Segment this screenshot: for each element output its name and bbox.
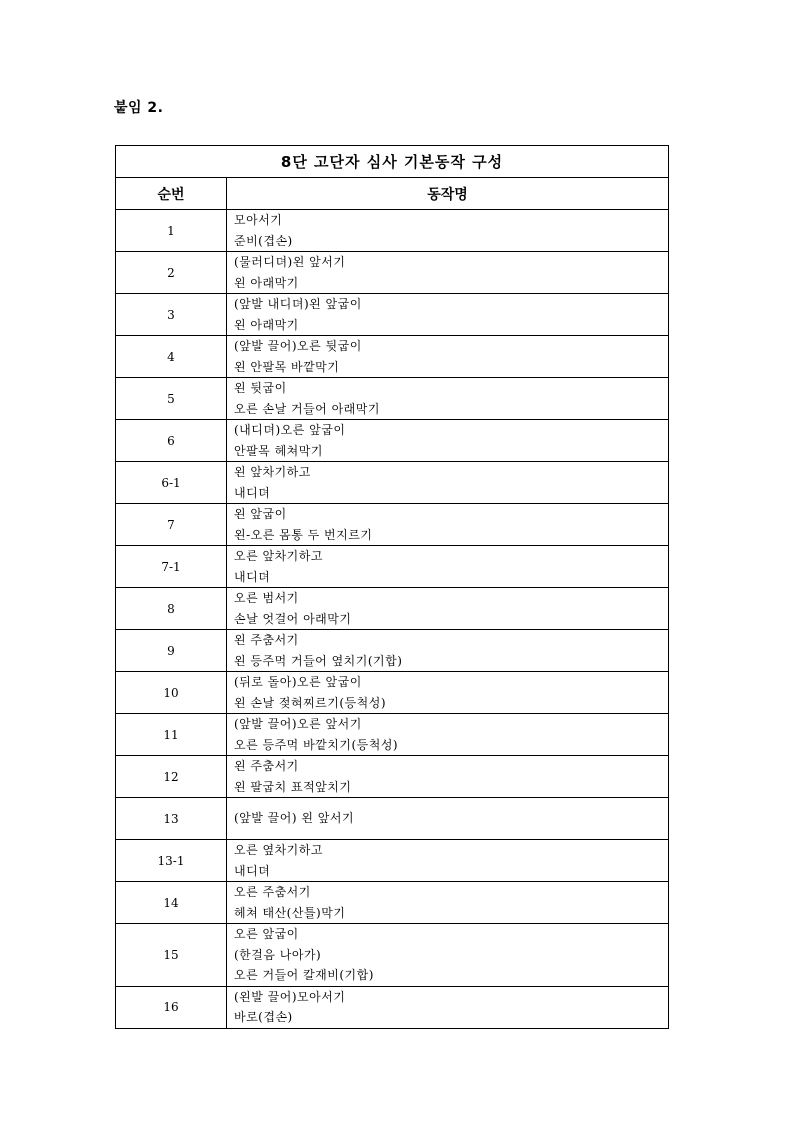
table-body (116, 210, 669, 1029)
attachment-label: 붙임 2. (114, 100, 164, 116)
row-number: 13 (116, 798, 227, 840)
action-line: 왼 팔굽치 표적앞치기 (234, 779, 352, 794)
table-row (116, 294, 669, 336)
action-line: 오른 등주먹 바깥치기(등척성) (234, 737, 399, 752)
table-row (116, 630, 669, 672)
action-line: 왼 아래막기 (234, 275, 299, 290)
row-number: 9 (116, 630, 227, 672)
row-actions (227, 588, 669, 630)
table-row (116, 252, 669, 294)
row-actions (227, 630, 669, 672)
row-actions (227, 882, 669, 924)
action-line: 왼 뒷굽이 (234, 381, 287, 395)
row-actions (227, 210, 669, 252)
table-row (116, 882, 669, 924)
row-number: 13-1 (116, 840, 227, 882)
action-line: 내디뎌 (234, 485, 271, 500)
row-number: 15 (116, 924, 227, 987)
table-row (116, 336, 669, 378)
action-line: (앞발 내디뎌)왼 앞굽이 (234, 297, 362, 311)
action-line: 손날 엇걸어 아래막기 (234, 611, 352, 626)
row-actions (227, 986, 669, 1028)
table-row (116, 672, 669, 714)
row-actions (227, 504, 669, 546)
action-line: 바로(겹손) (234, 1010, 293, 1024)
action-line: 오른 옆차기하고 (234, 843, 323, 857)
row-actions (227, 378, 669, 420)
table-row (116, 378, 669, 420)
row-number: 12 (116, 756, 227, 798)
table-row (116, 924, 669, 987)
row-number: 4 (116, 336, 227, 378)
row-actions (227, 756, 669, 798)
table-title: 8단 고단자 심사 기본동작 구성 (116, 146, 669, 178)
action-line: (앞발 끌어)오른 뒷굽이 (234, 339, 362, 353)
table-row (116, 714, 669, 756)
row-number: 5 (116, 378, 227, 420)
row-actions (227, 840, 669, 882)
action-line: 준비(겹손) (234, 233, 293, 248)
table-row (116, 210, 669, 252)
table-row (116, 798, 669, 840)
row-actions (227, 336, 669, 378)
action-line: 왼 앞차기하고 (234, 465, 311, 479)
row-number: 3 (116, 294, 227, 336)
row-actions (227, 924, 669, 987)
row-number: 14 (116, 882, 227, 924)
action-line: 안팔목 헤쳐막기 (234, 443, 323, 458)
table-row (116, 462, 669, 504)
action-line: 왼 주춤서기 (234, 633, 299, 647)
action-line: 오른 앞굽이 (234, 927, 299, 941)
table-row (116, 504, 669, 546)
row-number: 8 (116, 588, 227, 630)
row-actions (227, 546, 669, 588)
action-line: 왼 안팔목 바깥막기 (234, 359, 340, 374)
row-actions (227, 252, 669, 294)
row-actions (227, 672, 669, 714)
row-number: 6-1 (116, 462, 227, 504)
row-actions (227, 798, 669, 840)
row-number: 6 (116, 420, 227, 462)
action-line: 오른 범서기 (234, 591, 299, 605)
action-line: (앞발 끌어)오른 앞서기 (234, 717, 362, 731)
row-number: 10 (116, 672, 227, 714)
basic-movements-table (115, 145, 669, 1029)
action-line: 오른 주춤서기 (234, 885, 311, 899)
row-actions (227, 294, 669, 336)
action-line: (물러디뎌)왼 앞서기 (234, 255, 346, 269)
row-number: 16 (116, 986, 227, 1028)
action-line: 왼-오른 몸통 두 번지르기 (234, 527, 373, 542)
action-line: 왼 손날 젖혀찌르기(등척성) (234, 695, 387, 710)
table-row (116, 840, 669, 882)
table-row (116, 986, 669, 1028)
action-line: (왼발 끌어)모아서기 (234, 989, 346, 1004)
action-line: (한걸음 나아가) (234, 947, 322, 962)
row-number: 7 (116, 504, 227, 546)
action-line: 헤쳐 태산(산틀)막기 (234, 905, 346, 920)
action-line: (내디뎌)오른 앞굽이 (234, 423, 346, 437)
row-number: 11 (116, 714, 227, 756)
action-line: (뒤로 돌아)오른 앞굽이 (234, 675, 362, 689)
action-line: 오른 앞차기하고 (234, 549, 323, 563)
action-line: 모아서기 (234, 213, 283, 227)
action-line: 내디뎌 (234, 863, 271, 878)
table-row (116, 588, 669, 630)
action-line: 왼 아래막기 (234, 317, 299, 332)
action-line: 왼 주춤서기 (234, 759, 299, 773)
action-line: (앞발 끌어) 왼 앞서기 (234, 811, 355, 826)
table-row (116, 420, 669, 462)
action-line: 왼 등주먹 거들어 옆치기(기합) (234, 653, 403, 668)
row-actions (227, 714, 669, 756)
header-action: 동작명 (227, 178, 669, 210)
action-line: 오른 손날 거들어 아래막기 (234, 401, 380, 416)
header-order: 순번 (116, 178, 227, 210)
table-row (116, 756, 669, 798)
row-actions (227, 420, 669, 462)
row-number: 7-1 (116, 546, 227, 588)
table-row (116, 546, 669, 588)
action-line: 오른 거들어 칼재비(기합) (234, 968, 374, 982)
action-line: 왼 앞굽이 (234, 507, 287, 521)
row-actions (227, 462, 669, 504)
action-line: 내디뎌 (234, 569, 271, 584)
row-number: 1 (116, 210, 227, 252)
row-number: 2 (116, 252, 227, 294)
